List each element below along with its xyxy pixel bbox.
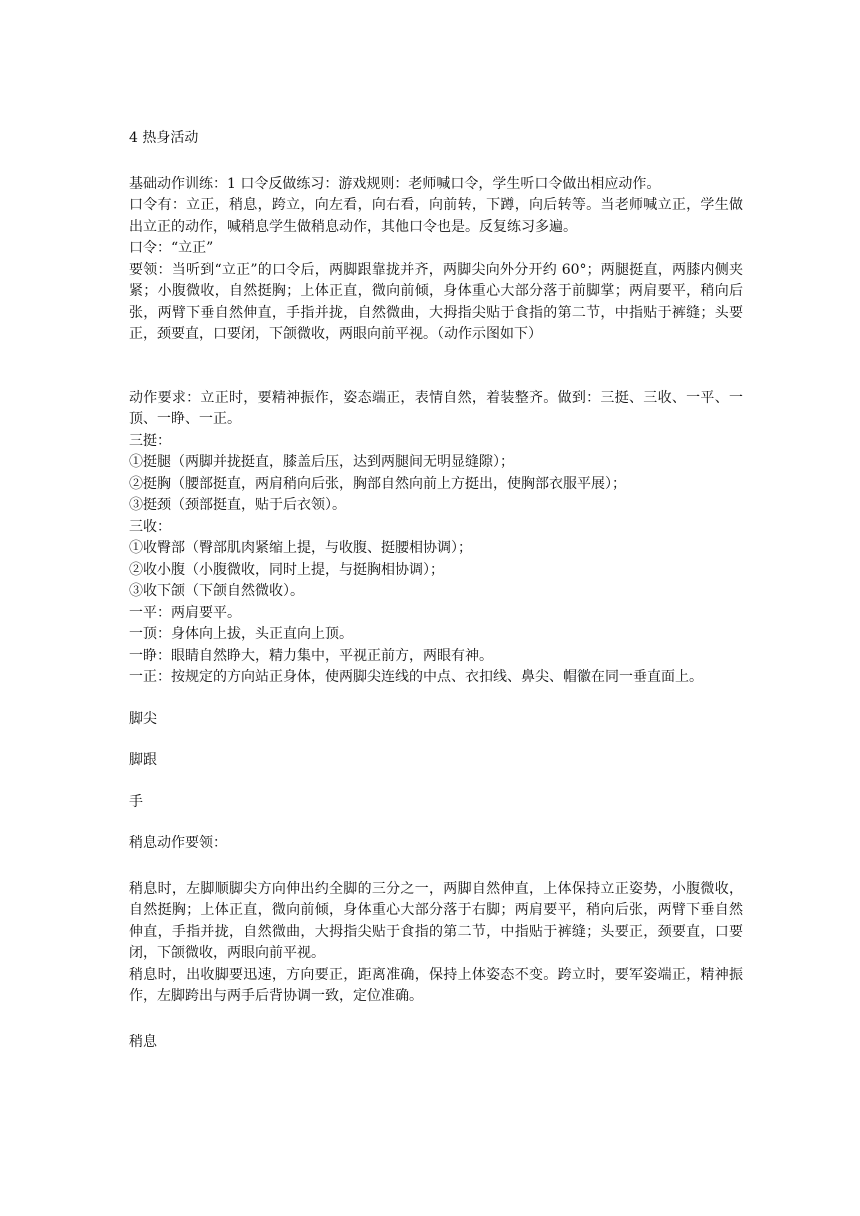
requirements-line: 三挺： (129, 432, 171, 449)
intro-paragraph-3: 口令：“立正” (129, 240, 214, 256)
requirements-line: 一睁：眼睛自然睁大，精力集中，平视正前方，两眼有神。 (129, 647, 493, 664)
figure-label-heel: 脚跟 (129, 752, 157, 768)
spacer (129, 1008, 743, 1032)
document-page (129, 128, 743, 1053)
requirements-line: ③收下颌（下颌自然微收）。 (129, 583, 304, 599)
figure-label-hand: 手 (129, 793, 143, 810)
requirements-line: 三收： (129, 518, 171, 535)
figure-label-toe: 脚尖 (129, 710, 157, 727)
spacer (129, 730, 743, 750)
spacer (129, 689, 743, 709)
requirements-line: 一顶：身体向上拔，头正直向上顶。 (129, 626, 353, 642)
intro-paragraph-2: 口令有：立正，稍息，跨立，向左看，向右看，向前转，下蹲，向后转等。当老师喊立正，学生做出立正的动作，喊稍息学生做稍息动作，其他口令也是。反复练习多遍。 (129, 197, 743, 235)
requirements-line: ②挺胸（腰部挺直，两肩稍向后张，胸部自然向前上方挺出，使胸部衣服平展）； (129, 475, 626, 492)
spacer (129, 813, 743, 833)
section-heading: 4 热身活动 (129, 130, 199, 146)
spacer (129, 150, 743, 174)
rest-paragraph-1: 稍息时，左脚顺脚尖方向伸出约全脚的三分之一，两脚自然伸直，上体保持立正姿势，小腹微收，自然挺胸；上体正直，微向前倾，身体重心大部分落于右脚；两肩要平，稍向后张，两臂下垂自然伸直，手指并拢，自然微曲，大拇指尖贴于食指的第二节，中指贴于裤缝；头要正，颈要直，口要闭，下颌微收，两眼向前平视。 (129, 880, 743, 961)
requirements-line: ①收臀部（臀部肌肉紧缩上提，与收腹、挺腰相协调）； (129, 540, 472, 556)
requirements-paragraph: 动作要求：立正时，要精神振作，姿态端正，表情自然，着装整齐。做到：三挺、三收、一平、一顶、一睁、一正。 (129, 389, 743, 427)
requirements-line: 一平：两肩要平。 (129, 604, 241, 621)
requirements-line: ③挺颈（颈部挺直，贴于后衣领）。 (129, 497, 346, 513)
intro-paragraph-4: 要领：当听到“立正”的口令后，两脚跟靠拢并齐，两脚尖向外分开约 60°；两腿挺直，两膝内侧夹紧；小腹微收，自然挺胸；上体正直，微向前倾，身体重心大部分落于前脚掌；两肩要平，稍向后张，两臂下垂自然伸直，手指并拢，自然微曲，大拇指尖贴于食指的第二节，中指贴于裤缝；头要正，颈要直，口要闭，下颌微收，两眼向前平视。（动作示图如下） (129, 261, 743, 342)
spacer (129, 346, 743, 388)
requirements-line: ①挺腿（两脚并拢挺直，膝盖后压，达到两腿间无明显缝隙）； (129, 454, 514, 470)
rest-paragraph-2: 稍息时，出收脚要迅速，方向要正，距离准确，保持上体姿态不变。跨立时，要军姿端正，精神振作，左脚跨出与两手后背协调一致，定位准确。 (129, 966, 743, 1004)
spacer (129, 855, 743, 879)
spacer (129, 772, 743, 792)
intro-paragraph-1: 基础动作训练：1 口令反做练习：游戏规则：老师喊口令，学生听口令做出相应动作。 (129, 175, 661, 192)
rest-heading: 稍息动作要领： (129, 835, 227, 851)
requirements-line: ②收小腹（小腹微收，同时上提，与挺胸相协调）； (129, 561, 444, 578)
final-label: 稍息 (129, 1033, 157, 1050)
requirements-line: 一正：按规定的方向站正身体，使两脚尖连线的中点、衣扣线、鼻尖、帽徽在同一垂直面上。 (129, 669, 703, 685)
